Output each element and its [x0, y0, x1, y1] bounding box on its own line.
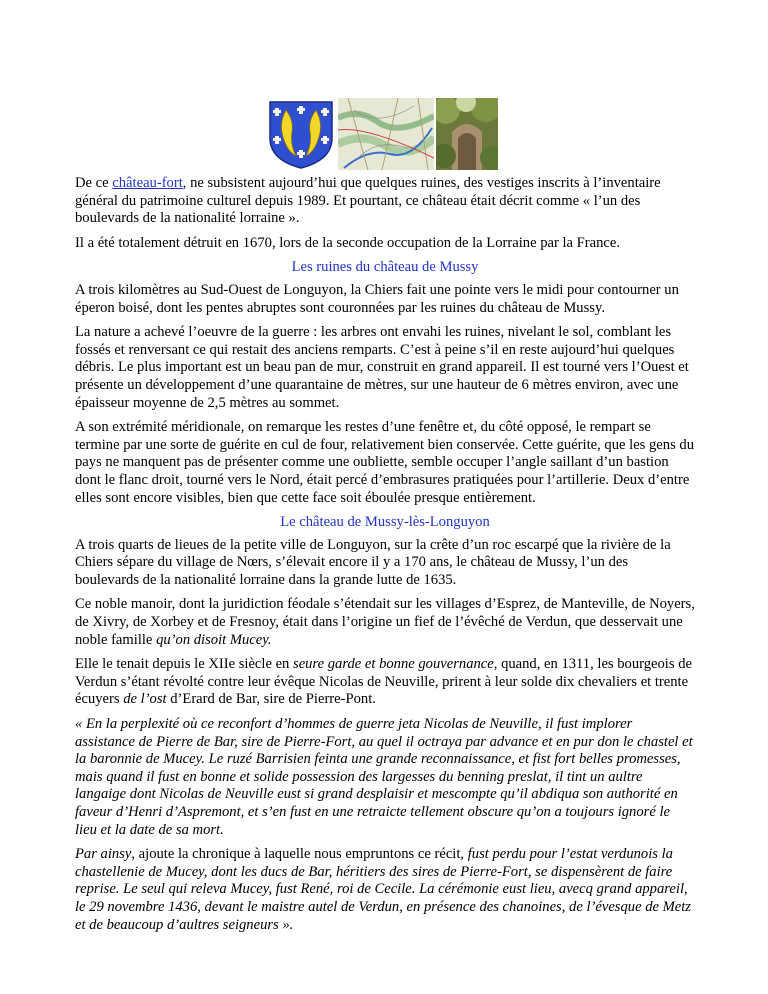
- article-body: [75, 175, 695, 941]
- coat-of-arms-icon: [266, 98, 336, 170]
- destruction-paragraph: Il a été totalement détruit en 1670, lors de la seconde occupation de la Lorraine par la France.: [75, 234, 621, 251]
- guardianship-paragraph: [75, 656, 695, 709]
- quote-paragraph: « En la perplexité où ce reconfort d’hommes de guerre jeta Nicolas de Neuville, il fust implorer assistance de Pierre de Bar, sire de Pierre-Fort, au quel il octraya par advance et en pur don le chastel et la baronnie de Mucey. Le ruzé Barrisien feinta une grande reconnaissance, et fist fort belles promesses, mais quand il fust en bonne et solide possession des largesses du benning preslat, il tint un aultre langaige dont Nicolas de Neuville eust si grand desplaisir et mescompte qu’il abdiqua son authorité en faveur d’Henri d’Aspremont, et s’en fust en une retraicte tellement obscure qu’on a toujours ignoré le lieu et la date de sa mort.: [75, 716, 693, 838]
- rampart-paragraph: A son extrémité méridionale, on remarque les restes d’une fenêtre et, du côté opposé, le rempart se termine par une sorte de guérite en cul de four, relativement bien conservée. Cette guérite, que les gens du pays ne manquent pas de présenter comme une oubliette, semble occuper l’angle saillant d’un bastion dont le flanc droit, tourné vers le Nord, était percé d’embrasures pratiquées pour l’artillerie. Deux d’entre elles sont encore visibles, bien que cette face soit éboulée presque entièrement.: [75, 419, 695, 506]
- heading-chateau: Le château de Mussy-lès-Longuyon: [280, 514, 490, 531]
- chateau-fort-link[interactable]: château-fort: [112, 175, 183, 191]
- heading-ruins: Les ruines du château de Mussy: [291, 259, 479, 276]
- chronicle-paragraph: [75, 846, 695, 934]
- chronicle-italic-1: Par ainsy: [75, 846, 132, 863]
- map-icon: [338, 98, 434, 170]
- chronicle-text: , ajoute la chronique à laquelle nous empruntons ce récit,: [131, 846, 468, 863]
- guardianship-italic-2: de l’ost: [123, 691, 167, 708]
- manor-text: Ce noble manoir, dont la juridiction féodale s’étendait sur les villages d’Esprez, de Manteville, de Noyers, de Xivry, de Xorbey et de Fresnoy, était dans l’origine un fief de l’évêché de Verdun, que desservait une noble famille: [75, 596, 695, 648]
- map-image: [338, 98, 434, 170]
- guardianship-text-3: d’Erard de Bar, sire de Pierre-Pont.: [166, 691, 376, 708]
- manor-italic: qu’on disoit Mucey.: [156, 631, 272, 648]
- header-images: [266, 98, 498, 170]
- intro-text-end: , ne subsistent aujourd’hui que quelques ruines, des vestiges inscrits à l’inventaire général du patrimoine culturel depuis 1989. Et pourtant, ce château était décrit comme « l’un des boulevards de la nationalité lorraine ».: [75, 175, 661, 227]
- guardianship-text-2: , quand, en 1311, les bourgeois de Verdun s’étant révolté contre leur évêque Nicolas de Neuville, prirent à leur solde dix chevaliers et trente écuyers: [75, 656, 692, 708]
- guardianship-italic-1: seure garde et bonne gouvernance: [293, 656, 494, 673]
- nature-paragraph: La nature a achevé l’oeuvre de la guerre : les arbres ont envahi les ruines, nivelant le sol, comblant les fossés et renversant ce qui restait des anciens remparts. C’est à peine s’il en reste aujourd’hui quelques débris. Le plus important est un beau pan de mur, construit en grand appareil. Il est tourné vers l’Ouest et présente un développement d’une quarantaine de mètres, sur une hauteur de 6 mètres environ, avec une épaisseur moyenne de 2,5 mètres au sommet.: [75, 324, 689, 411]
- ruin-photo-image: [436, 98, 498, 170]
- guardianship-text-1: Elle le tenait depuis le XIIe siècle en: [75, 656, 294, 673]
- history-paragraph: A trois quarts de lieues de la petite ville de Longuyon, sur la crête d’un roc escarpé que la rivière de la Chiers sépare du village de Nœrs, s’élevait encore il y a 170 ans, le château de Mussy, l’un des boulevards de la nationalité lorraine dans la grande lutte de 1635.: [75, 536, 671, 588]
- chronicle-italic-2: fust perdu pour l’estat verdunois la chastellenie de Mucey, dont les ducs de Bar, héritiers des sires de Pierre-Fort, se dispensèrent de faire reprise. Le seul qui releva Mucey, fust René, roi de Cecile. La cérémonie eust lieu, avecq grand appareil, le 29 novembre 1436, devant le maistre autel de Verdun, en présence des chanoines, de l’évesque de Metz et de beaucoup d’aultres seigneurs ».: [75, 846, 691, 933]
- ruin-photo-icon: [436, 98, 498, 170]
- intro-text-start: De ce: [75, 175, 113, 191]
- coat-of-arms-image: [266, 98, 336, 170]
- intro-paragraph: [75, 175, 695, 228]
- location-paragraph: A trois kilomètres au Sud-Ouest de Longuyon, la Chiers fait une pointe vers le midi pour contourner un éperon boisé, dont les pentes abruptes sont couronnées par les ruines du château de Mussy.: [75, 281, 679, 316]
- manor-paragraph: [75, 596, 695, 649]
